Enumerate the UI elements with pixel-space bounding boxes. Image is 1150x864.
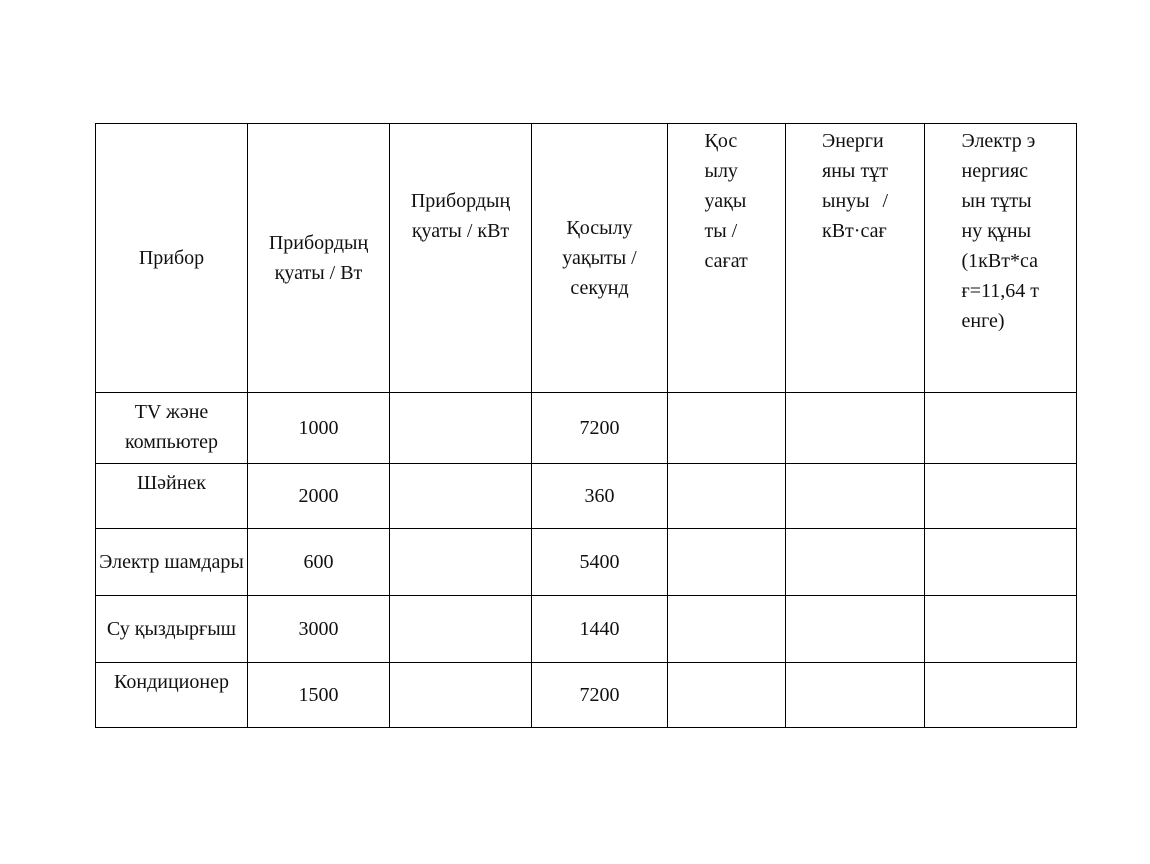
time-sec-cell: 7200 — [532, 663, 668, 728]
table-row — [96, 596, 1077, 663]
cost-cell — [925, 596, 1077, 663]
table-row — [96, 464, 1077, 529]
energy-kwh-cell — [786, 464, 925, 529]
energy-kwh-cell — [786, 663, 925, 728]
time-sec-cell: 360 — [532, 464, 668, 529]
power-kw-cell — [390, 393, 532, 464]
time-hour-cell — [668, 663, 786, 728]
time-hour-cell — [668, 596, 786, 663]
cost-cell — [925, 529, 1077, 596]
header-time-hour — [668, 124, 786, 393]
header-row — [96, 124, 1077, 393]
energy-consumption-table — [95, 123, 1077, 728]
header-cost-label: Электр энергиясын тұтыну құны (1кВт*сағ=11,64 тенге) — [961, 130, 1039, 332]
header-energy-kwh-label: Энергияны тұтынуы / кВт·сағ — [822, 130, 888, 242]
time-hour-cell — [668, 464, 786, 529]
device-cell: Шәйнек — [96, 464, 248, 529]
header-cost — [925, 124, 1077, 393]
device-cell: TV және компьютер — [96, 393, 248, 464]
cost-cell — [925, 464, 1077, 529]
header-device-label: Прибор — [138, 247, 205, 269]
header-device — [96, 124, 248, 393]
time-hour-cell — [668, 393, 786, 464]
time-sec-cell: 7200 — [532, 393, 668, 464]
header-energy-kwh — [786, 124, 925, 393]
header-time-sec-label: Қосылу уақыты / секунд — [562, 217, 637, 299]
energy-kwh-cell — [786, 596, 925, 663]
device-cell: Кондиционер — [96, 663, 248, 728]
time-hour-cell — [668, 529, 786, 596]
power-w-cell: 1000 — [248, 393, 390, 464]
header-time-hour-label: Қосылу уақыты / сағат — [704, 130, 748, 272]
power-kw-cell — [390, 464, 532, 529]
table-row — [96, 663, 1077, 728]
table-row — [96, 529, 1077, 596]
energy-kwh-cell — [786, 393, 925, 464]
power-w-cell: 3000 — [248, 596, 390, 663]
device-cell: Электр шамдары — [96, 529, 248, 596]
power-kw-cell — [390, 596, 532, 663]
header-power-kw-label: Прибордың қуаты / кВт — [410, 190, 511, 242]
table-row — [96, 393, 1077, 464]
cost-cell — [925, 663, 1077, 728]
header-time-sec — [532, 124, 668, 393]
power-kw-cell — [390, 529, 532, 596]
time-sec-cell: 1440 — [532, 596, 668, 663]
header-power-w — [248, 124, 390, 393]
time-sec-cell: 5400 — [532, 529, 668, 596]
energy-kwh-cell — [786, 529, 925, 596]
header-power-kw — [390, 124, 532, 393]
cost-cell — [925, 393, 1077, 464]
power-w-cell: 600 — [248, 529, 390, 596]
power-w-cell: 2000 — [248, 464, 390, 529]
power-w-cell: 1500 — [248, 663, 390, 728]
power-kw-cell — [390, 663, 532, 728]
header-power-w-label: Прибордың қуаты / Вт — [268, 232, 369, 284]
device-cell: Су қыздырғыш — [96, 596, 248, 663]
